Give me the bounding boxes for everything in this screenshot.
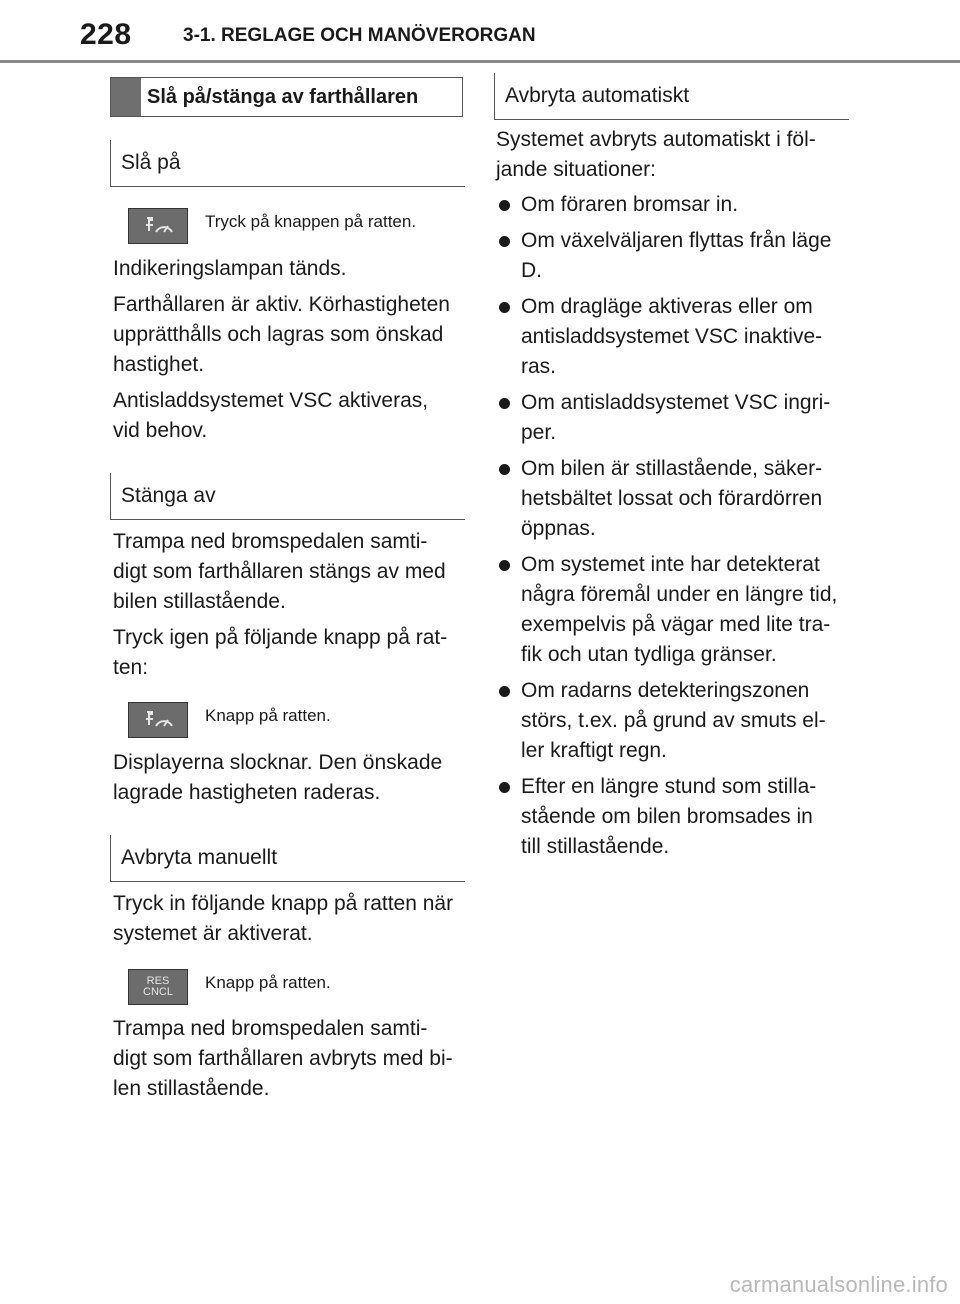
text-line: stående om bilen bromsades in: [521, 805, 813, 828]
list-item: [494, 772, 849, 862]
text-line: några föremål under en längre tid,: [521, 583, 838, 606]
auto-cancel-list: [494, 190, 849, 868]
heading-marker: [111, 78, 141, 116]
watermark: carmanualsonline.info: [729, 1272, 948, 1297]
text-line: Displayerna slocknar. Den önskade: [113, 751, 443, 774]
list-item: [494, 190, 849, 220]
button-row-cancel: [128, 969, 331, 1005]
text-line: exempelvis på vägar med lite tra-: [521, 613, 831, 636]
text-line: fik och utan tydliga gränser.: [521, 643, 777, 666]
paragraph-press-again: [113, 623, 465, 683]
text-line: Efter en längre stund som stilla-: [521, 775, 817, 798]
res-cncl-label: [143, 976, 173, 998]
section-heading-cancel-auto: [494, 73, 849, 120]
text-line: Om föraren bromsar in.: [521, 193, 739, 216]
text-line: Om dragläge aktiveras eller om: [521, 295, 813, 318]
main-heading-text: Slå på/stänga av farthållaren: [147, 85, 419, 108]
paragraph-press-button: [113, 889, 465, 949]
list-item: [494, 388, 849, 448]
button-caption: Knapp på ratten.: [205, 706, 331, 725]
paragraph-brake: [113, 527, 465, 617]
bullet-icon: [499, 236, 510, 247]
text-line: öppnas.: [521, 517, 596, 540]
cruise-control-button: [128, 208, 188, 244]
cruise-control-icon: [141, 215, 175, 237]
text-line: hetsbältet lossat och förardörren: [521, 487, 823, 510]
section-heading-text: Avbryta manuellt: [121, 846, 278, 869]
text-line: lagrade hastigheten raderas.: [113, 781, 381, 804]
chapter-title: 3-1. REGLAGE OCH MANÖVERORGAN: [183, 25, 536, 46]
bullet-icon: [499, 782, 510, 793]
text-line: Antisladdsystemet VSC aktiveras,: [113, 389, 429, 412]
paragraph-brake-cancel: [113, 1014, 465, 1104]
list-item: [494, 550, 849, 670]
res-label: RES: [146, 975, 170, 987]
button-row-turn-off: [128, 702, 331, 738]
page-number: 228: [80, 18, 132, 51]
main-heading: [110, 77, 463, 117]
text-line: digt som farthållaren stängs av med: [113, 560, 446, 583]
text-line: Om växelväljaren flyttas från läge: [521, 229, 832, 252]
list-item: [494, 454, 849, 544]
paragraph-indicator: [113, 254, 465, 284]
text-line: vid behov.: [113, 419, 208, 442]
text-line: till stillastående.: [521, 835, 670, 858]
text-line: systemet är aktiverat.: [113, 922, 313, 945]
list-item: [494, 676, 849, 766]
text-line: Om bilen är stillastående, säker-: [521, 457, 823, 480]
cruise-control-icon: [141, 709, 175, 731]
text-line: digt som farthållaren avbryts med bi-: [113, 1047, 453, 1070]
button-caption: Tryck på knappen på ratten.: [205, 212, 417, 231]
list-item: [494, 292, 849, 382]
text-line: upprätthålls och lagras som önskad: [113, 323, 444, 346]
bullet-icon: [499, 560, 510, 571]
button-caption: Knapp på ratten.: [205, 973, 331, 992]
page-header: [0, 0, 960, 62]
bullet-icon: [499, 398, 510, 409]
text-line: Om radarns detekteringszonen: [521, 679, 810, 702]
text-line: len stillastående.: [113, 1077, 270, 1100]
list-item: [494, 226, 849, 286]
text-line: Trampa ned bromspedalen samti-: [113, 1017, 428, 1040]
section-heading-turn-off: [110, 473, 465, 520]
bullet-icon: [499, 200, 510, 211]
res-cncl-button: [128, 969, 188, 1005]
text-line: per.: [521, 421, 557, 444]
cncl-label: CNCL: [143, 986, 173, 998]
section-heading-cancel-manual: [110, 835, 465, 882]
text-line: Om systemet inte har detekterat: [521, 553, 820, 576]
bullet-icon: [499, 686, 510, 697]
bullet-icon: [499, 464, 510, 475]
text-line: Tryck in följande knapp på ratten när: [113, 892, 454, 915]
header-divider: [0, 60, 960, 63]
text-line: störs, t.ex. på grund av smuts el-: [521, 709, 826, 732]
text-line: jande situationer:: [496, 158, 656, 181]
cruise-control-button: [128, 702, 188, 738]
paragraph-displays: [113, 748, 465, 808]
text-line: Farthållaren är aktiv. Körhastigheten: [113, 293, 450, 316]
text-line: D.: [521, 259, 542, 282]
section-heading-turn-on: [110, 140, 465, 187]
text-line: hastighet.: [113, 353, 205, 376]
text-line: Indikeringslampan tänds.: [113, 257, 347, 280]
section-heading-text: Avbryta automatiskt: [505, 84, 690, 107]
text-line: ten:: [113, 656, 149, 679]
text-line: antisladdsystemet VSC inaktive-: [521, 325, 823, 348]
paragraph-active: [113, 290, 465, 380]
text-line: Trampa ned bromspedalen samti-: [113, 530, 428, 553]
text-line: Systemet avbryts automatiskt i föl-: [496, 128, 816, 151]
text-line: ras.: [521, 355, 557, 378]
button-row-turn-on: [128, 208, 416, 244]
section-heading-text: Stänga av: [121, 484, 216, 507]
text-line: Om antisladdsystemet VSC ingri-: [521, 391, 831, 414]
text-line: bilen stillastående.: [113, 590, 286, 613]
paragraph-intro: [496, 125, 848, 185]
text-line: Tryck igen på följande knapp på rat-: [113, 626, 448, 649]
paragraph-vsc: [113, 386, 465, 446]
bullet-icon: [499, 302, 510, 313]
text-line: ler kraftigt regn.: [521, 739, 667, 762]
section-heading-text: Slå på: [121, 151, 181, 174]
